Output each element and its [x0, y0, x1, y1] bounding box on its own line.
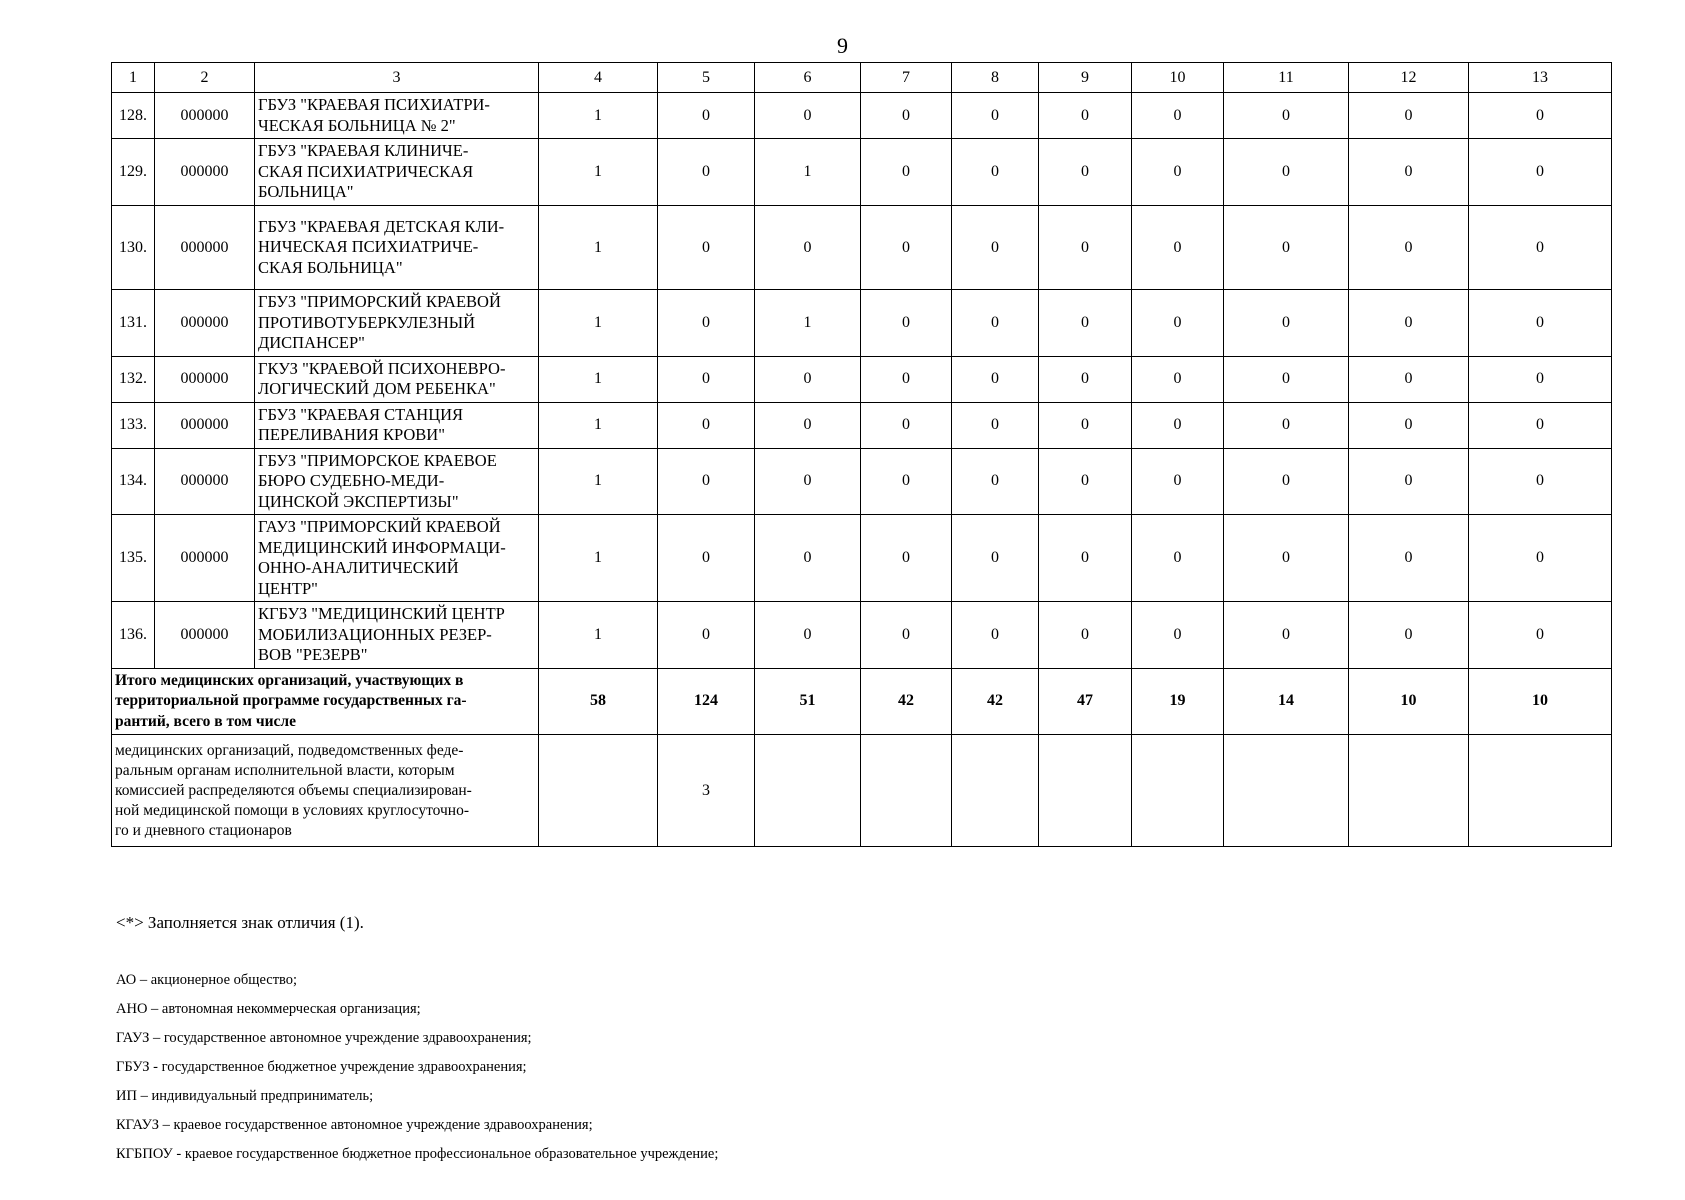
value-cell: 0	[1039, 448, 1132, 515]
row-number-cell: 131.	[112, 290, 155, 357]
value-cell: 0	[1132, 290, 1224, 357]
row-code-cell: 000000	[155, 356, 255, 402]
value-cell: 1	[539, 206, 658, 290]
organization-name-cell: ГБУЗ "ПРИМОРСКИЙ КРАЕВОЙ ПРОТИВОТУБЕРКУЛЕЗНЫЙ ДИСПАНСЕР"	[255, 290, 539, 357]
header-cell: 5	[658, 63, 755, 93]
header-cell: 1	[112, 63, 155, 93]
value-cell: 0	[1349, 356, 1469, 402]
row-code-cell: 000000	[155, 402, 255, 448]
table-row	[112, 448, 1612, 515]
value-cell: 0	[861, 93, 952, 139]
value-cell: 0	[1132, 602, 1224, 669]
table-header-row	[112, 63, 1612, 93]
total-value-cell: 19	[1132, 668, 1224, 735]
abbreviation-item: ИП – индивидуальный предприниматель;	[116, 1088, 374, 1104]
organization-name-cell: ГБУЗ "КРАЕВАЯ ПСИХИАТРИ- ЧЕСКАЯ БОЛЬНИЦА № 2"	[255, 93, 539, 139]
value-cell: 0	[1349, 448, 1469, 515]
value-cell: 0	[1349, 93, 1469, 139]
value-cell: 0	[1349, 139, 1469, 206]
value-cell: 0	[658, 93, 755, 139]
value-cell: 0	[1469, 402, 1612, 448]
value-cell: 0	[952, 290, 1039, 357]
value-cell: 0	[952, 402, 1039, 448]
total-value-cell: 124	[658, 668, 755, 735]
value-cell: 0	[1039, 206, 1132, 290]
value-cell: 0	[1224, 402, 1349, 448]
value-cell: 0	[1469, 356, 1612, 402]
subtotal-value-cell	[1039, 735, 1132, 847]
abbreviation-item: АНО – автономная некоммерческая организация;	[116, 1001, 421, 1017]
value-cell: 0	[1132, 515, 1224, 602]
header-cell: 12	[1349, 63, 1469, 93]
value-cell: 0	[1132, 93, 1224, 139]
row-number-cell: 132.	[112, 356, 155, 402]
subtotal-label: медицинских организаций, подведомственных феде- ральным органам исполнительной власти, которым комиссией распределяются объемы специализирован- ной медицинской помощи в условиях круглосуточно- го и дневного стационаров	[112, 735, 539, 847]
value-cell: 1	[539, 139, 658, 206]
abbreviation-item: ГАУЗ – государственное автономное учреждение здравоохранения;	[116, 1030, 532, 1046]
value-cell: 0	[658, 402, 755, 448]
value-cell: 0	[861, 139, 952, 206]
subtotal-value-cell	[1349, 735, 1469, 847]
header-cell: 8	[952, 63, 1039, 93]
value-cell: 0	[1349, 402, 1469, 448]
value-cell: 1	[539, 448, 658, 515]
value-cell: 0	[952, 448, 1039, 515]
subtotal-value-cell: 3	[658, 735, 755, 847]
value-cell: 0	[1349, 206, 1469, 290]
organizations-table	[111, 62, 1612, 847]
value-cell: 0	[1039, 515, 1132, 602]
subtotal-value-cell	[755, 735, 861, 847]
value-cell: 0	[1224, 93, 1349, 139]
table-row	[112, 290, 1612, 357]
table-row	[112, 515, 1612, 602]
row-code-cell: 000000	[155, 602, 255, 669]
organization-name-cell: ГАУЗ "ПРИМОРСКИЙ КРАЕВОЙ МЕДИЦИНСКИЙ ИНФОРМАЦИ- ОННО-АНАЛИТИЧЕСКИЙ ЦЕНТР"	[255, 515, 539, 602]
total-value-cell: 14	[1224, 668, 1349, 735]
value-cell: 0	[658, 448, 755, 515]
header-cell: 6	[755, 63, 861, 93]
value-cell: 0	[952, 139, 1039, 206]
value-cell: 0	[1132, 402, 1224, 448]
value-cell: 0	[861, 402, 952, 448]
footnote: <*> Заполняется знак отличия (1).	[116, 913, 364, 932]
total-row	[112, 668, 1612, 735]
subtotal-value-cell	[1469, 735, 1612, 847]
value-cell: 0	[1224, 139, 1349, 206]
page-number: 9	[837, 33, 848, 58]
value-cell: 0	[952, 93, 1039, 139]
value-cell: 0	[1132, 139, 1224, 206]
total-label: Итого медицинских организаций, участвующих в территориальной программе государственных га- рантий, всего в том числе	[112, 668, 539, 735]
value-cell: 1	[755, 290, 861, 357]
value-cell: 0	[1039, 602, 1132, 669]
value-cell: 0	[1469, 206, 1612, 290]
header-cell: 10	[1132, 63, 1224, 93]
abbreviation-item: КГБПОУ - краевое государственное бюджетное профессиональное образовательное учреждение;	[116, 1146, 719, 1162]
value-cell: 0	[1224, 448, 1349, 515]
table-row	[112, 356, 1612, 402]
value-cell: 0	[1224, 356, 1349, 402]
value-cell: 0	[755, 602, 861, 669]
header-cell: 7	[861, 63, 952, 93]
value-cell: 1	[539, 290, 658, 357]
row-code-cell: 000000	[155, 206, 255, 290]
value-cell: 0	[861, 515, 952, 602]
table-row	[112, 402, 1612, 448]
abbreviation-item: КГАУЗ – краевое государственное автономное учреждение здравоохранения;	[116, 1117, 593, 1133]
subtotal-value-cell	[861, 735, 952, 847]
value-cell: 0	[1349, 515, 1469, 602]
value-cell: 0	[658, 356, 755, 402]
value-cell: 0	[658, 139, 755, 206]
row-code-cell: 000000	[155, 448, 255, 515]
value-cell: 0	[1039, 290, 1132, 357]
value-cell: 0	[755, 356, 861, 402]
subtotal-value-cell	[1132, 735, 1224, 847]
value-cell: 0	[755, 448, 861, 515]
value-cell: 1	[539, 602, 658, 669]
row-number-cell: 128.	[112, 93, 155, 139]
table-row	[112, 206, 1612, 290]
header-cell: 4	[539, 63, 658, 93]
value-cell: 0	[952, 515, 1039, 602]
total-value-cell: 51	[755, 668, 861, 735]
value-cell: 0	[861, 290, 952, 357]
value-cell: 0	[861, 448, 952, 515]
header-cell: 2	[155, 63, 255, 93]
row-code-cell: 000000	[155, 93, 255, 139]
subtotal-value-cell	[1224, 735, 1349, 847]
header-cell: 13	[1469, 63, 1612, 93]
value-cell: 0	[755, 402, 861, 448]
subtotal-row	[112, 735, 1612, 847]
value-cell: 0	[1469, 139, 1612, 206]
value-cell: 0	[861, 206, 952, 290]
value-cell: 0	[1469, 515, 1612, 602]
value-cell: 1	[539, 402, 658, 448]
organization-name-cell: ГБУЗ "КРАЕВАЯ ДЕТСКАЯ КЛИ- НИЧЕСКАЯ ПСИХИАТРИЧЕ- СКАЯ БОЛЬНИЦА"	[255, 206, 539, 290]
total-value-cell: 47	[1039, 668, 1132, 735]
row-number-cell: 135.	[112, 515, 155, 602]
value-cell: 0	[1039, 93, 1132, 139]
total-value-cell: 42	[861, 668, 952, 735]
organization-name-cell: КГБУЗ "МЕДИЦИНСКИЙ ЦЕНТР МОБИЛИЗАЦИОННЫХ РЕЗЕР- ВОВ "РЕЗЕРВ"	[255, 602, 539, 669]
subtotal-value-cell	[539, 735, 658, 847]
row-number-cell: 133.	[112, 402, 155, 448]
value-cell: 0	[1469, 93, 1612, 139]
value-cell: 0	[861, 356, 952, 402]
header-cell: 11	[1224, 63, 1349, 93]
organization-name-cell: ГБУЗ "КРАЕВАЯ СТАНЦИЯ ПЕРЕЛИВАНИЯ КРОВИ"	[255, 402, 539, 448]
header-cell: 9	[1039, 63, 1132, 93]
row-code-cell: 000000	[155, 290, 255, 357]
value-cell: 0	[952, 206, 1039, 290]
value-cell: 0	[1349, 602, 1469, 669]
table-row	[112, 93, 1612, 139]
organization-name-cell: ГБУЗ "КРАЕВАЯ КЛИНИЧЕ- СКАЯ ПСИХИАТРИЧЕСКАЯ БОЛЬНИЦА"	[255, 139, 539, 206]
value-cell: 0	[658, 290, 755, 357]
value-cell: 0	[755, 206, 861, 290]
value-cell: 1	[539, 515, 658, 602]
value-cell: 1	[755, 139, 861, 206]
value-cell: 0	[1132, 356, 1224, 402]
row-number-cell: 136.	[112, 602, 155, 669]
total-value-cell: 10	[1469, 668, 1612, 735]
value-cell: 1	[539, 356, 658, 402]
row-number-cell: 129.	[112, 139, 155, 206]
row-number-cell: 130.	[112, 206, 155, 290]
value-cell: 0	[1224, 290, 1349, 357]
value-cell: 0	[658, 206, 755, 290]
subtotal-value-cell	[952, 735, 1039, 847]
value-cell: 0	[658, 515, 755, 602]
row-number-cell: 134.	[112, 448, 155, 515]
table-row	[112, 139, 1612, 206]
value-cell: 0	[1039, 139, 1132, 206]
row-code-cell: 000000	[155, 515, 255, 602]
value-cell: 0	[1132, 206, 1224, 290]
value-cell: 1	[539, 93, 658, 139]
value-cell: 0	[755, 515, 861, 602]
value-cell: 0	[1469, 448, 1612, 515]
row-code-cell: 000000	[155, 139, 255, 206]
value-cell: 0	[1224, 206, 1349, 290]
value-cell: 0	[952, 356, 1039, 402]
value-cell: 0	[1132, 448, 1224, 515]
value-cell: 0	[1469, 290, 1612, 357]
value-cell: 0	[861, 602, 952, 669]
value-cell: 0	[1469, 602, 1612, 669]
organization-name-cell: ГКУЗ "КРАЕВОЙ ПСИХОНЕВРО- ЛОГИЧЕСКИЙ ДОМ РЕБЕНКА"	[255, 356, 539, 402]
value-cell: 0	[1039, 402, 1132, 448]
abbreviation-item: АО – акционерное общество;	[116, 972, 298, 988]
value-cell: 0	[1224, 515, 1349, 602]
table-row	[112, 602, 1612, 669]
value-cell: 0	[952, 602, 1039, 669]
header-cell: 3	[255, 63, 539, 93]
value-cell: 0	[1039, 356, 1132, 402]
value-cell: 0	[1224, 602, 1349, 669]
value-cell: 0	[755, 93, 861, 139]
value-cell: 0	[658, 602, 755, 669]
total-value-cell: 42	[952, 668, 1039, 735]
abbreviation-item: ГБУЗ - государственное бюджетное учреждение здравоохранения;	[116, 1059, 527, 1075]
total-value-cell: 10	[1349, 668, 1469, 735]
total-value-cell: 58	[539, 668, 658, 735]
organization-name-cell: ГБУЗ "ПРИМОРСКОЕ КРАЕВОЕ БЮРО СУДЕБНО-МЕДИ- ЦИНСКОЙ ЭКСПЕРТИЗЫ"	[255, 448, 539, 515]
value-cell: 0	[1349, 290, 1469, 357]
